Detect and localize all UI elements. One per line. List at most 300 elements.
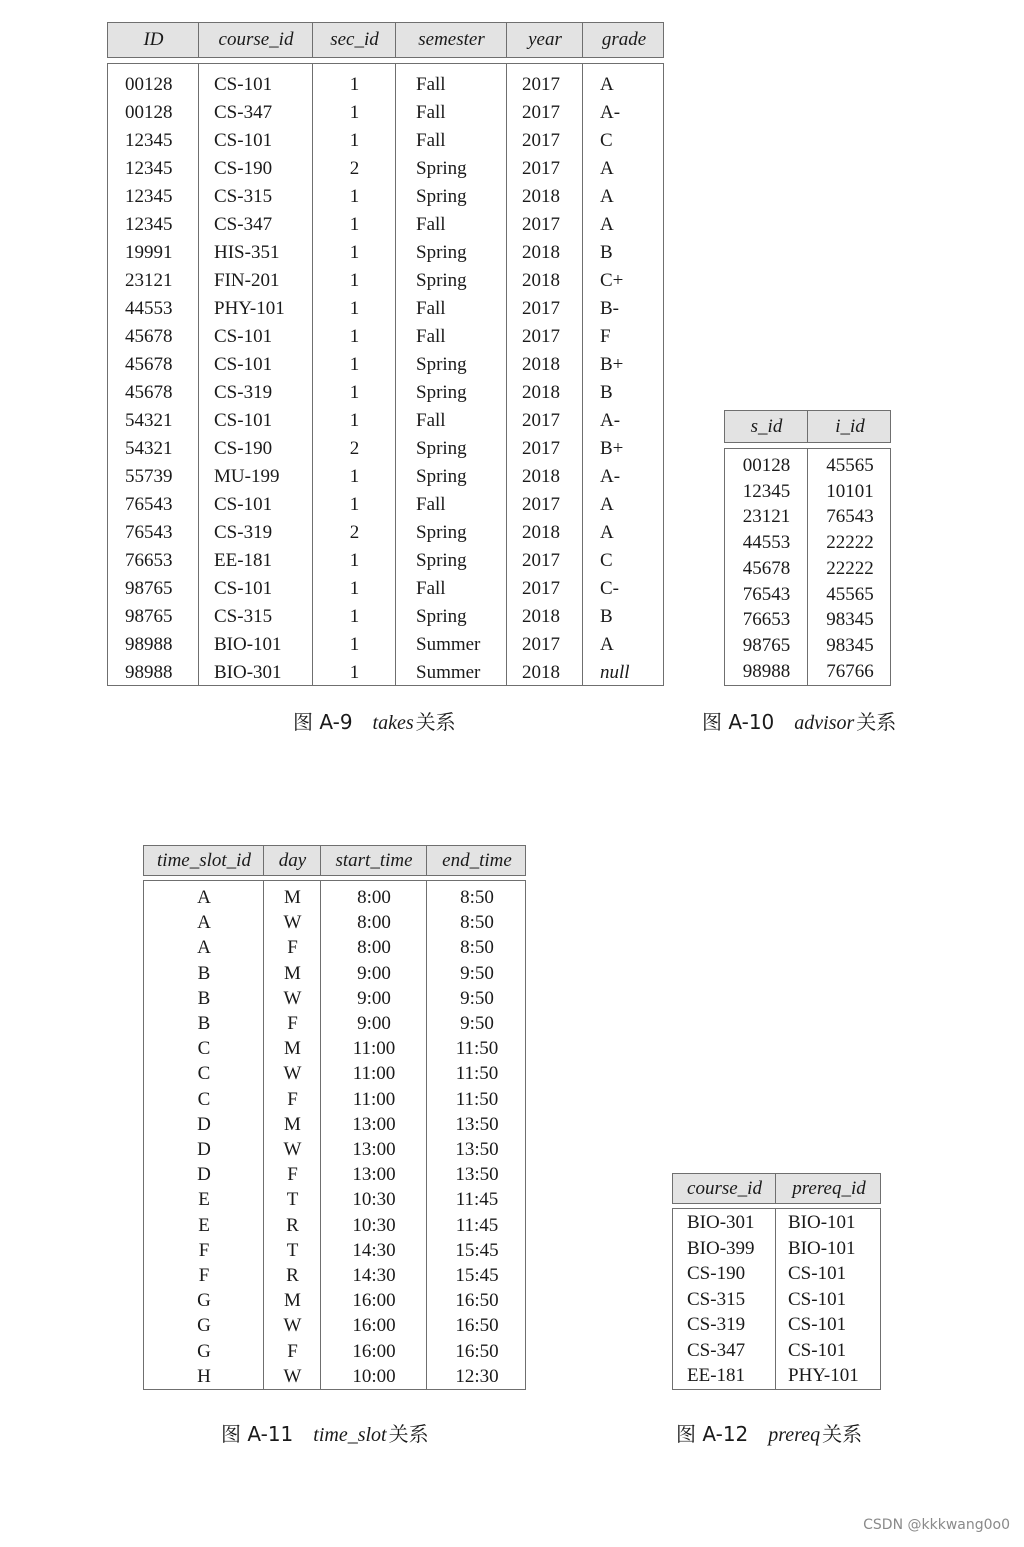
table-cell: 00128: [125, 102, 173, 123]
table-cell: 9:00: [357, 1013, 391, 1034]
table-row: [108, 382, 663, 404]
table-cell: 2018: [522, 186, 560, 207]
table-cell: A-: [600, 410, 621, 431]
table-cell: 2017: [522, 158, 560, 179]
table-row: [144, 1265, 525, 1287]
table-cell: MU-199: [214, 466, 280, 487]
table-cell: 2018: [522, 522, 560, 543]
table-cell: 2018: [522, 354, 560, 375]
table-cell: 54321: [125, 438, 173, 459]
table-row: [144, 1038, 525, 1060]
table-row: [144, 1341, 525, 1363]
table-cell: 76543: [125, 494, 173, 515]
table-row: [144, 1164, 525, 1186]
table-row: [108, 578, 663, 600]
table-cell: 2018: [522, 606, 560, 627]
table-cell: 14:30: [352, 1265, 396, 1286]
takes-body: [107, 63, 664, 686]
table-row: [108, 354, 663, 376]
table-cell: C-: [600, 578, 619, 599]
table-row: [673, 1238, 880, 1260]
table-cell: CS-101: [214, 578, 273, 599]
table-cell: 55739: [125, 466, 173, 487]
table-row: [144, 988, 525, 1010]
table-cell: Fall: [416, 214, 446, 235]
table-cell: 1: [349, 578, 360, 599]
table-cell: C: [197, 1088, 211, 1110]
prereq-header: [672, 1173, 881, 1204]
table-cell: 22222: [826, 557, 874, 579]
table-cell: Fall: [416, 74, 446, 95]
table-cell: B: [600, 606, 613, 627]
table-cell: Spring: [416, 606, 467, 627]
table-cell: 15:45: [455, 1265, 499, 1286]
table-cell: F: [287, 1340, 298, 1362]
takes-caption: 图 A-9 takes 关系: [293, 710, 456, 734]
table-cell: 2017: [522, 494, 560, 515]
table-cell: Spring: [416, 550, 467, 571]
table-cell: B+: [600, 354, 624, 375]
table-cell: 14:30: [352, 1239, 396, 1261]
table-cell: B+: [600, 438, 624, 459]
table-cell: BIO-101: [788, 1237, 856, 1259]
table-cell: 1: [349, 74, 360, 95]
table-cell: 9:50: [460, 962, 494, 984]
table-row: [673, 1365, 880, 1387]
table-cell: Spring: [416, 242, 467, 263]
table-cell: 13:00: [352, 1113, 396, 1135]
table-cell: B: [197, 987, 211, 1009]
table-cell: CS-319: [687, 1314, 746, 1335]
time-slot-caption: 图 A-11 time_slot 关系: [221, 1422, 429, 1446]
table-cell: CS-101: [788, 1288, 847, 1310]
table-cell: 45565: [826, 583, 874, 605]
table-row: [108, 298, 663, 320]
table-row: [725, 661, 890, 683]
table-cell: 98345: [826, 609, 874, 631]
table-cell: F: [287, 937, 298, 959]
column-header: day: [278, 849, 307, 871]
table-cell: Spring: [416, 158, 467, 179]
table-cell: Fall: [416, 298, 446, 319]
table-cell: 44553: [125, 298, 173, 319]
table-cell: 15:45: [455, 1239, 499, 1261]
table-cell: M: [284, 1038, 301, 1060]
table-cell: 8:50: [460, 937, 494, 959]
table-cell: F: [600, 326, 611, 347]
table-cell: 1: [349, 270, 360, 291]
table-cell: 13:50: [455, 1164, 499, 1186]
table-cell: 13:00: [352, 1164, 396, 1186]
column-header: start_time: [335, 849, 413, 871]
table-row: [725, 584, 890, 606]
table-cell: A: [600, 634, 614, 655]
table-cell: CS-101: [788, 1339, 847, 1361]
column-header: time_slot_id: [157, 849, 251, 871]
table-cell: EE-181: [214, 550, 273, 571]
table-cell: Fall: [416, 102, 446, 123]
table-cell: 19991: [125, 242, 173, 263]
table-cell: 1: [349, 354, 360, 375]
table-row: [144, 1240, 525, 1262]
table-cell: 8:00: [357, 887, 391, 908]
column-header: s_id: [750, 415, 783, 437]
table-cell: 2017: [522, 298, 560, 319]
table-cell: 11:50: [455, 1063, 499, 1085]
table-row: [108, 130, 663, 152]
table-cell: Fall: [416, 326, 446, 347]
table-cell: A: [197, 937, 211, 959]
table-cell: C: [197, 1038, 211, 1060]
table-cell: 1: [349, 130, 360, 151]
table-row: [108, 410, 663, 432]
table-cell: 16:50: [455, 1290, 499, 1312]
table-cell: 23121: [742, 506, 791, 528]
table-cell: F: [287, 1164, 298, 1186]
table-cell: D: [197, 1164, 211, 1186]
table-cell: M: [284, 1290, 301, 1312]
table-cell: 12:30: [455, 1365, 499, 1387]
table-cell: 2018: [522, 382, 560, 403]
table-row: [108, 662, 663, 684]
table-row: [673, 1340, 880, 1362]
table-cell: 12345: [742, 480, 791, 502]
table-cell: 16:00: [352, 1340, 396, 1362]
table-row: [144, 1366, 525, 1388]
table-cell: 76766: [826, 660, 874, 682]
table-cell: 11:00: [352, 1088, 396, 1110]
table-cell: G: [197, 1340, 211, 1362]
table-cell: 2018: [522, 662, 560, 683]
table-cell: A: [600, 186, 614, 207]
table-cell: 10:00: [352, 1365, 396, 1387]
table-cell: G: [197, 1315, 211, 1337]
table-cell: 1: [349, 550, 360, 571]
table-cell: 2017: [522, 578, 560, 599]
table-cell: M: [284, 962, 301, 984]
table-row: [144, 887, 525, 909]
table-cell: 76543: [125, 522, 173, 543]
prereq-table: [672, 1173, 881, 1390]
table-cell: EE-181: [687, 1365, 746, 1386]
table-row: [108, 102, 663, 124]
table-cell: 98765: [125, 578, 173, 599]
table-row: [108, 606, 663, 628]
table-cell: E: [198, 1189, 210, 1211]
table-cell: 1: [349, 662, 360, 683]
column-header: ID: [143, 29, 164, 50]
table-row: [144, 1114, 525, 1136]
table-cell: CS-101: [214, 74, 273, 95]
table-cell: 1: [349, 606, 360, 627]
table-row: [673, 1314, 880, 1336]
table-cell: Summer: [416, 634, 481, 655]
table-row: [144, 1139, 525, 1161]
table-cell: 13:50: [455, 1139, 499, 1160]
table-cell: 76543: [826, 506, 874, 528]
table-cell: A-: [600, 466, 621, 487]
table-row: [725, 506, 890, 528]
table-cell: CS-101: [788, 1263, 847, 1284]
takes-table: [107, 22, 664, 686]
table-cell: 1: [349, 214, 360, 235]
table-cell: CS-319: [214, 522, 273, 543]
advisor-table: [724, 410, 891, 686]
table-cell: W: [283, 912, 302, 934]
table-cell: BIO-101: [214, 634, 282, 655]
table-row: [108, 74, 663, 96]
table-cell: B: [600, 242, 613, 263]
table-cell: B: [197, 962, 211, 984]
table-cell: 13:00: [352, 1139, 396, 1160]
table-cell: 98988: [125, 662, 173, 683]
table-row: [725, 558, 890, 580]
advisor-body: [724, 448, 891, 686]
column-header: course_id: [218, 29, 294, 50]
table-cell: CS-190: [687, 1263, 746, 1284]
table-cell: 1: [349, 102, 360, 123]
table-cell: M: [284, 887, 301, 908]
table-cell: D: [197, 1139, 211, 1160]
table-cell: 8:00: [357, 937, 391, 959]
table-cell: A: [600, 74, 614, 95]
table-cell: D: [197, 1113, 211, 1135]
table-cell: 9:50: [460, 1013, 494, 1034]
table-row: [108, 158, 663, 180]
table-cell: Fall: [416, 578, 446, 599]
table-row: [108, 438, 663, 460]
column-header: grade: [601, 29, 647, 50]
table-row: [673, 1263, 880, 1285]
table-cell: PHY-101: [788, 1365, 859, 1386]
table-cell: 10:30: [352, 1189, 396, 1211]
table-row: [725, 455, 890, 477]
table-cell: B: [197, 1013, 211, 1034]
table-cell: 9:00: [357, 962, 391, 984]
table-cell: F: [198, 1239, 210, 1261]
table-row: [108, 242, 663, 264]
table-cell: 13:50: [455, 1113, 499, 1135]
table-cell: W: [283, 1063, 302, 1085]
table-cell: G: [197, 1290, 211, 1312]
table-cell: 12345: [125, 186, 173, 207]
table-cell: A: [600, 494, 614, 515]
table-cell: 45678: [125, 354, 173, 375]
table-cell: 76543: [742, 583, 791, 605]
column-header: i_id: [835, 415, 865, 437]
table-cell: 45565: [826, 455, 874, 476]
table-cell: 98765: [125, 606, 173, 627]
table-cell: 12345: [125, 130, 173, 151]
table-cell: CS-319: [214, 382, 273, 403]
table-row: [108, 466, 663, 488]
table-cell: T: [286, 1239, 299, 1261]
table-cell: 2017: [522, 410, 560, 431]
table-cell: 00128: [742, 455, 791, 476]
table-row: [108, 186, 663, 208]
table-cell: 9:50: [460, 987, 494, 1009]
table-cell: R: [286, 1265, 299, 1286]
table-cell: Spring: [416, 438, 467, 459]
table-cell: Fall: [416, 130, 446, 151]
table-cell: 45678: [125, 382, 173, 403]
table-cell: 16:50: [455, 1315, 499, 1337]
table-row: [144, 937, 525, 959]
prereq-body: [672, 1208, 881, 1390]
table-cell: Summer: [416, 662, 481, 683]
table-cell: 2: [349, 438, 360, 459]
table-cell: 1: [349, 466, 360, 487]
table-cell: 2017: [522, 130, 560, 151]
table-cell: W: [283, 1315, 302, 1337]
table-cell: CS-347: [214, 214, 273, 235]
table-cell: C: [197, 1063, 211, 1085]
advisor-header: [724, 410, 891, 443]
column-header: end_time: [442, 849, 512, 871]
table-cell: 1: [349, 382, 360, 403]
table-cell: 98988: [125, 634, 173, 655]
table-cell: CS-315: [214, 186, 273, 207]
table-cell: 23121: [125, 270, 173, 291]
table-cell: 10101: [826, 480, 874, 502]
table-cell: CS-101: [214, 494, 273, 515]
table-cell: 2017: [522, 102, 560, 123]
table-cell: 8:50: [460, 912, 494, 934]
table-cell: 76653: [125, 550, 173, 571]
table-cell: 2017: [522, 214, 560, 235]
column-header: prereq_id: [792, 1177, 866, 1199]
table-cell: B: [600, 382, 613, 403]
table-row: [725, 609, 890, 631]
table-row: [144, 963, 525, 985]
table-row: [725, 635, 890, 657]
table-cell: 11:50: [455, 1088, 499, 1110]
table-cell: 8:50: [460, 887, 494, 908]
table-cell: 98345: [826, 634, 874, 656]
table-cell: W: [283, 1365, 302, 1387]
table-cell: BIO-101: [788, 1212, 856, 1233]
column-header: sec_id: [330, 29, 379, 50]
table-cell: Fall: [416, 494, 446, 515]
table-row: [108, 494, 663, 516]
table-cell: 12345: [125, 214, 173, 235]
table-cell: 12345: [125, 158, 173, 179]
table-cell: 11:45: [455, 1214, 499, 1236]
column-header: year: [528, 29, 562, 50]
table-cell: 2: [349, 522, 360, 543]
table-cell: F: [287, 1013, 298, 1034]
table-cell: 8:00: [357, 912, 391, 934]
table-cell: CS-190: [214, 438, 273, 459]
table-cell: 1: [349, 634, 360, 655]
table-cell: CS-101: [214, 410, 273, 431]
table-cell: 9:00: [357, 987, 391, 1009]
time_slot-header: [143, 845, 526, 876]
table-cell: 45678: [742, 557, 791, 579]
table-cell: 11:00: [352, 1063, 396, 1085]
takes-header: [107, 22, 664, 58]
table-cell: Spring: [416, 186, 467, 207]
table-cell: BIO-399: [687, 1237, 755, 1259]
table-cell: CS-101: [214, 326, 273, 347]
time_slot-body: [143, 880, 526, 1390]
table-cell: Spring: [416, 354, 467, 375]
table-cell: PHY-101: [214, 298, 285, 319]
table-cell: W: [283, 1139, 302, 1160]
table-cell: 1: [349, 326, 360, 347]
table-cell: A: [600, 214, 614, 235]
table-row: [144, 1315, 525, 1337]
table-cell: C+: [600, 270, 624, 291]
table-cell: 11:50: [455, 1038, 499, 1060]
table-cell: C: [600, 550, 613, 571]
table-cell: 22222: [826, 532, 874, 554]
table-cell: W: [283, 987, 302, 1009]
prereq-caption: 图 A-12 prereq 关系: [676, 1422, 863, 1446]
table-cell: Spring: [416, 466, 467, 487]
table-cell: 1: [349, 410, 360, 431]
table-row: [108, 214, 663, 236]
table-cell: 2017: [522, 326, 560, 347]
table-cell: BIO-301: [214, 662, 282, 683]
table-cell: 00128: [125, 74, 173, 95]
table-row: [144, 1013, 525, 1035]
table-cell: 11:00: [352, 1038, 396, 1060]
table-row: [144, 1189, 525, 1211]
table-cell: 2017: [522, 74, 560, 95]
table-row: [144, 1290, 525, 1312]
table-cell: null: [600, 662, 630, 683]
table-cell: F: [287, 1088, 298, 1110]
table-cell: 2018: [522, 242, 560, 263]
table-cell: 2: [349, 158, 360, 179]
advisor-caption: 图 A-10 advisor 关系: [702, 710, 897, 734]
table-cell: CS-190: [214, 158, 273, 179]
table-cell: 1: [349, 242, 360, 263]
column-header: course_id: [687, 1177, 762, 1199]
table-cell: 2017: [522, 438, 560, 459]
column-header: semester: [418, 29, 485, 50]
watermark: CSDN @kkkwang0o0: [863, 1517, 1010, 1533]
table-cell: 1: [349, 298, 360, 319]
table-row: [725, 481, 890, 503]
table-row: [108, 326, 663, 348]
table-cell: 44553: [742, 532, 791, 554]
table-cell: 45678: [125, 326, 173, 347]
table-row: [144, 1063, 525, 1085]
table-cell: A: [197, 887, 211, 908]
table-cell: CS-101: [788, 1314, 847, 1335]
table-cell: A: [197, 912, 211, 934]
table-cell: A: [600, 522, 614, 543]
table-cell: 16:50: [455, 1340, 499, 1362]
table-cell: 1: [349, 494, 360, 515]
table-cell: CS-315: [687, 1288, 746, 1310]
table-row: [673, 1289, 880, 1311]
table-cell: B-: [600, 298, 619, 319]
table-cell: 98988: [742, 660, 791, 682]
table-cell: Fall: [416, 410, 446, 431]
table-cell: 54321: [125, 410, 173, 431]
table-cell: BIO-301: [687, 1212, 755, 1233]
table-cell: 76653: [742, 609, 791, 631]
table-cell: C: [600, 130, 613, 151]
table-cell: 16:00: [352, 1290, 396, 1312]
time-slot-table: [143, 845, 526, 1390]
table-cell: Spring: [416, 382, 467, 403]
table-cell: 11:45: [455, 1189, 499, 1211]
table-cell: CS-101: [214, 354, 273, 375]
